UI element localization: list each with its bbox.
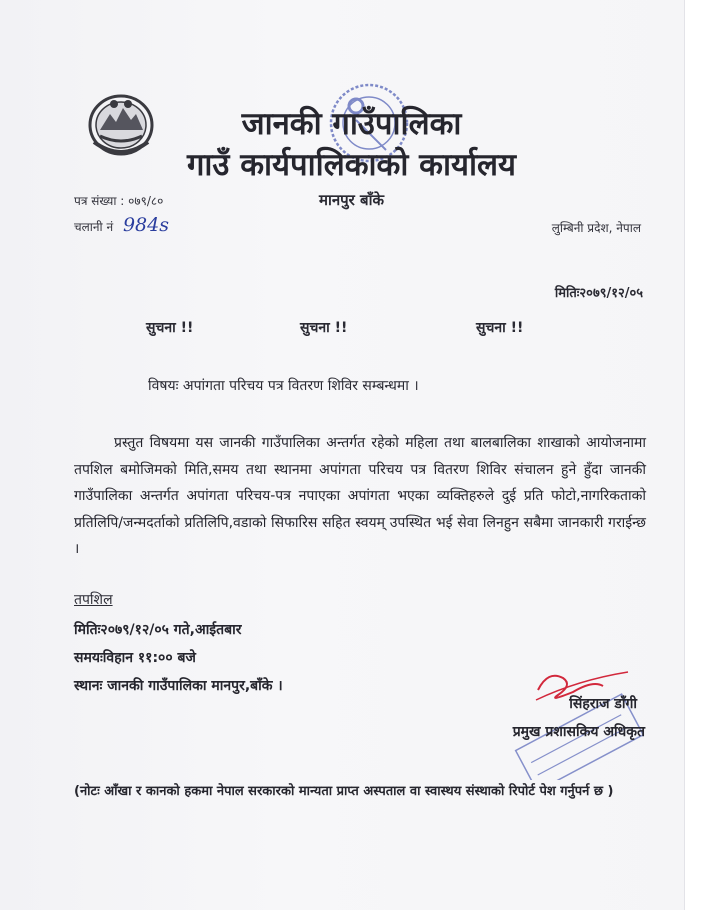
letter-body: प्रस्तुत विषयमा यस जानकी गाउँपालिका अन्तर्गत रहेको महिला तथा बालबालिका शाखाको आयोजनामा तपशिल बमोजिमको मिति,समय तथा स्थानमा अपांगता परिचय पत्र वितरण शिविर संचालन हुने हुँदा जानकी गाउँपालिका अन्तर्गत अपांगता परिचय-पत्र नपाएका अपांगता भएका व्यक्तिहरुले दुई प्रति फोटो,नागरिकताको प्रतिलिपि/जन्मदर्ताको प्रतिलिपि,वडाको सिफारिस सहित स्वयम् उपस्थित भई सेवा लिनहुन सबैमा जानकारी गराईन्छ । (74, 435, 646, 557)
dispatch-number-row (74, 214, 169, 236)
dispatch-label: चलानी नं (74, 220, 114, 234)
signatory-name: सिंहराज डाँगी (569, 696, 637, 712)
schedule-time: समयःविहान ११:०० बजे (74, 650, 196, 666)
reference-number: पत्र संख्या : ०७९/८० (74, 194, 164, 208)
office-title-line2: गाउँ कार्यपालिकाको कार्यालय (186, 147, 517, 183)
notice-heading-3: सुचना !! (476, 320, 524, 336)
notice-heading-2: सुचना !! (300, 320, 348, 336)
schedule-date: मितिः२०७९/१२/०५ गते,आईतबार (74, 622, 242, 638)
footnote: (नोटः आँखा र कानको हकमा नेपाल सरकारको मान्यता प्राप्त अस्पताल वा स्वास्थय संस्थाको रिपोर्ट पेश गर्नुपर्न छ ) (74, 784, 614, 799)
letter-subject: विषयः अपांगता परिचय पत्र वितरण शिविर सम्बन्धमा । (148, 378, 419, 394)
notice-heading-1: सुचना !! (146, 320, 194, 336)
letter-date: मितिः२०७९/१२/०५ (554, 286, 643, 301)
province-label: लुम्बिनी प्रदेश, नेपाल (551, 221, 641, 235)
office-title-line1: जानकी गाउँपालिका (241, 106, 462, 142)
dispatch-number-handwritten: 984s (122, 214, 169, 236)
schedule-heading: तपशिल (74, 592, 113, 608)
office-location: मानपुर बाँके (318, 191, 385, 209)
schedule-place: स्थानः जानकी गाउँपालिका मानपुर,बाँके । (74, 678, 283, 694)
signatory-title: प्रमुख प्रशासकिय अधिकृत (512, 724, 645, 740)
signature-stamp-icon (478, 650, 648, 780)
